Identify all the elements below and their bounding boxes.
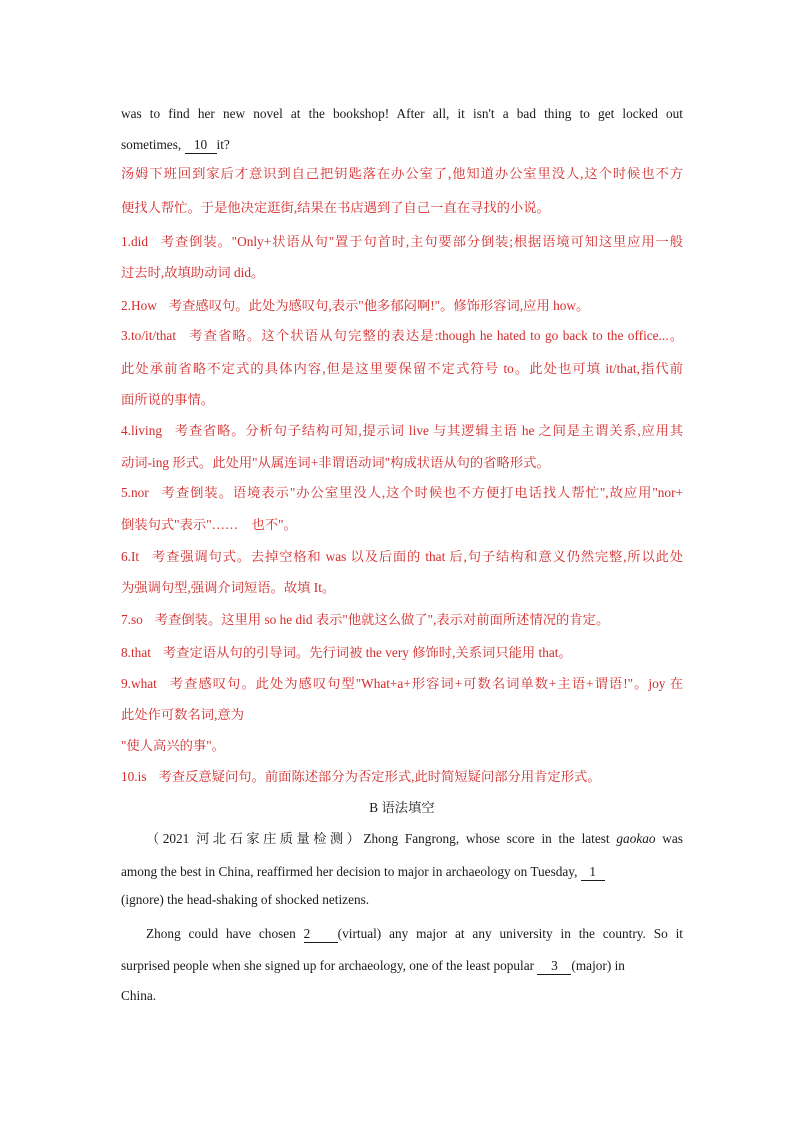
answer-key: 7.so	[121, 612, 143, 627]
answer-9	[121, 674, 683, 694]
answer-6-cont: 为强调句型,强调介词短语。故填 It。	[121, 580, 336, 595]
translation-line: 汤姆下班回到家后才意识到自己把钥匙落在办公室了,他知道办公室里没人,这个时候也不方	[121, 166, 683, 181]
answer-text: 考查省略。分析句子结构可知,提示词 live 与其逻辑主语 he 之间是主谓关系,应用其	[174, 423, 683, 438]
answer-7	[121, 610, 683, 630]
answer-text: 考查倒装。语境表示"办公室里没人,这个时候也不方便打电话找人帮忙",故应用"nor+	[160, 485, 683, 500]
answer-text: 考查感叹句。此处为感叹句型"What+a+形容词+可数名词单数+主语+谓语!"。joy 在	[168, 676, 683, 691]
translation-line: 便找人帮忙。于是他决定逛街,结果在书店遇到了自己一直在寻找的小说。	[121, 200, 550, 215]
section-b-line	[146, 924, 683, 944]
answer-3-cont: 面所说的事情。	[121, 392, 215, 407]
answer-text: 考查倒装。"Only+状语从句"置于句首时,主句要部分倒装;根据语境可知这里应用一般	[159, 234, 683, 249]
source-label: （2021 河北石家庄质量检测）	[146, 831, 364, 846]
answer-9-cont: "使人高兴的事"。	[121, 738, 225, 753]
answer-3-cont: 此处承前省略不定式的具体内容,但是这里要保留不定式符号 to。此处也可填 it/that,指代前	[121, 361, 683, 376]
passage-text: among the best in China, reaffirmed her decision to major in archaeology on Tuesday,	[121, 864, 581, 879]
passage-italic: gaokao	[616, 831, 656, 846]
answer-text: 考查感叹句。此处为感叹句,表示"他多郁闷啊!"。修饰形容词,应用 how。	[168, 298, 590, 313]
passage-text: Zhong could have chosen	[146, 926, 304, 941]
answer-10	[121, 767, 683, 787]
answer-key: 1.did	[121, 234, 148, 249]
answer-key: 5.nor	[121, 485, 149, 500]
answer-key: 6.It	[121, 549, 140, 564]
section-b-line	[121, 956, 683, 976]
section-b-line: China.	[121, 988, 157, 1003]
answer-text: 考查倒装。这里用 so he did 表示"他就这么做了",表示对前面所述情况的肯定。	[154, 612, 610, 627]
passage-line	[121, 135, 683, 155]
answer-key: 9.what	[121, 676, 157, 691]
blank-2: 2	[304, 926, 338, 943]
answer-text: 考查反意疑问句。前面陈述部分为否定形式,此时简短疑问部分用肯定形式。	[158, 769, 601, 784]
answer-key: 2.How	[121, 298, 157, 313]
section-b-line	[121, 862, 683, 882]
answer-6	[121, 547, 683, 567]
answer-1-cont: 过去时,故填助动词 did。	[121, 265, 265, 280]
section-title: B 语法填空	[369, 800, 435, 815]
section-b-line	[146, 829, 683, 849]
passage-text: sometimes,	[121, 137, 185, 152]
answer-2	[121, 296, 683, 316]
blank-1: 1	[581, 864, 605, 881]
answer-5	[121, 483, 683, 503]
answer-4-cont: 动词-ing 形式。此处用"从属连词+非谓语动词"构成状语从句的省略形式。	[121, 455, 550, 470]
section-b-line: (ignore) the head-shaking of shocked netizens.	[121, 892, 370, 907]
answer-key: 4.living	[121, 423, 163, 438]
blank-10: 10	[185, 137, 217, 154]
answer-8	[121, 643, 683, 663]
passage-text: (virtual) any major at any university in the country. So it	[337, 926, 683, 941]
passage-text: surprised people when she signed up for archaeology, one of the least popular	[121, 958, 538, 973]
answer-1	[121, 232, 683, 252]
passage-text: it?	[216, 137, 230, 152]
answer-text: 考查定语从句的引导词。先行词被 the very 修饰时,关系词只能用 that。	[162, 645, 572, 660]
blank-3: 3	[537, 958, 571, 975]
answer-4	[121, 421, 683, 441]
answer-text: 考查省略。这个状语从句完整的表达是:though he hated to go back to the office...。	[188, 328, 683, 343]
answer-9-cont: 此处作可数名词,意为	[121, 707, 244, 722]
passage-line: was to find her new novel at the bookshop! After all, it isn't a bad thing to get locked out	[121, 106, 683, 121]
answer-key: 8.that	[121, 645, 151, 660]
passage-text: (major) in	[571, 958, 625, 973]
answer-5-cont: 倒装句式"表示"…… 也不"。	[121, 517, 297, 532]
answer-3	[121, 326, 683, 346]
answer-key: 3.to/it/that	[121, 328, 177, 343]
answer-key: 10.is	[121, 769, 147, 784]
passage-text: Zhong Fangrong, whose score in the latest	[363, 831, 617, 846]
answer-text: 考查强调句式。去掉空格和 was 以及后面的 that 后,句子结构和意义仍然完整,所以此处	[151, 549, 683, 564]
passage-text: was	[655, 831, 683, 846]
